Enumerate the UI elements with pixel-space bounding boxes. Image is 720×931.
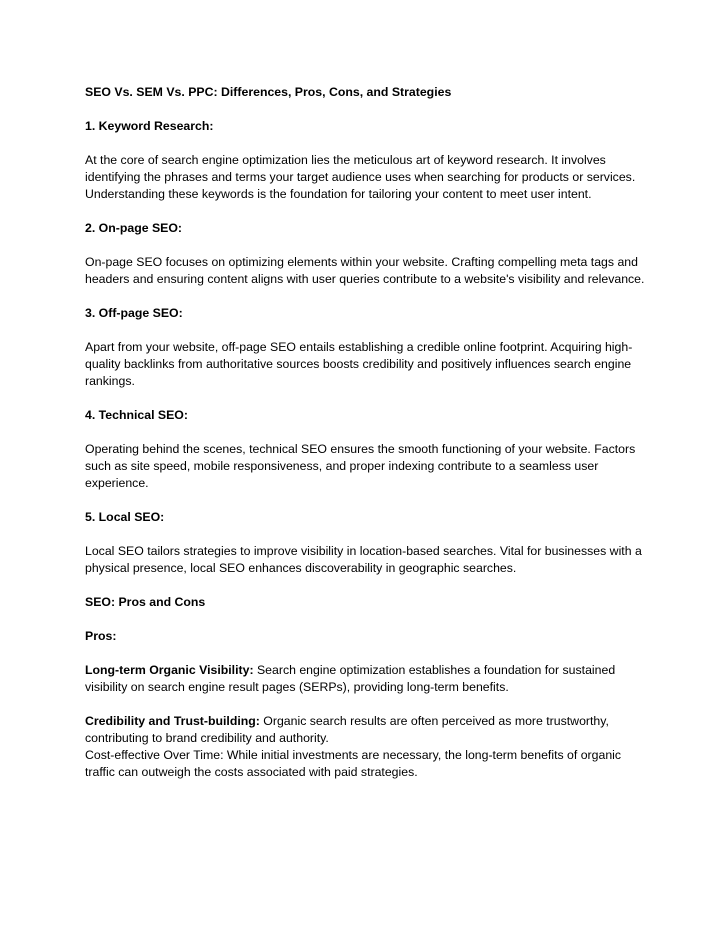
pro-item-cost-effective: Cost-effective Over Time: While initial investments are necessary, the long-term benefits of organic traffic can outweigh the costs associated with paid strategies. — [85, 748, 622, 779]
section-body-keyword-research: At the core of search engine optimization lies the meticulous art of keyword research. It involves identifying the phrases and terms your target audience uses when searching for products or services. Understanding these keywords is the foundation for tailoring your content to meet user intent. — [85, 153, 636, 201]
section-heading-off-page-seo: 3. Off-page SEO: — [85, 306, 183, 320]
section-body-technical-seo: Operating behind the scenes, technical SEO ensures the smooth functioning of your website. Factors such as site speed, mobile responsiveness, and proper indexing contribute to a seamless user experience. — [85, 442, 636, 490]
document-content — [85, 84, 645, 781]
section-body-local-seo: Local SEO tailors strategies to improve visibility in location-based searches. Vital for businesses with a physical presence, local SEO enhances discoverability in geographic searches. — [85, 544, 642, 575]
section-body-on-page-seo: On-page SEO focuses on optimizing elements within your website. Crafting compelling meta tags and headers and ensuring content aligns with user queries contribute to a website's visibility and relevance. — [85, 255, 645, 286]
document-title: SEO Vs. SEM Vs. PPC: Differences, Pros, Cons, and Strategies — [85, 85, 452, 99]
pro-item-credibility — [85, 713, 645, 747]
section-heading-local-seo: 5. Local SEO: — [85, 510, 165, 524]
section-heading-on-page-seo: 2. On-page SEO: — [85, 221, 183, 235]
pro-label: Credibility and Trust-building: — [85, 714, 260, 728]
pros-heading: Pros: — [85, 629, 117, 643]
pro-label: Long-term Organic Visibility: — [85, 663, 254, 677]
section-heading-technical-seo: 4. Technical SEO: — [85, 408, 188, 422]
pros-cons-heading: SEO: Pros and Cons — [85, 595, 206, 609]
pro-text: Organic search results are often perceived as more trustworthy, contributing to brand credibility and authority. — [85, 714, 609, 745]
pro-text: Search engine optimization establishes a foundation for sustained visibility on search engine result pages (SERPs), providing long-term benefits. — [85, 663, 616, 694]
section-heading-keyword-research: 1. Keyword Research: — [85, 119, 214, 133]
section-body-off-page-seo: Apart from your website, off-page SEO entails establishing a credible online footprint. Acquiring high-quality backlinks from authoritative sources boosts credibility and positively influences search engine rankings. — [85, 340, 633, 388]
pro-item-long-term-visibility — [85, 662, 645, 696]
